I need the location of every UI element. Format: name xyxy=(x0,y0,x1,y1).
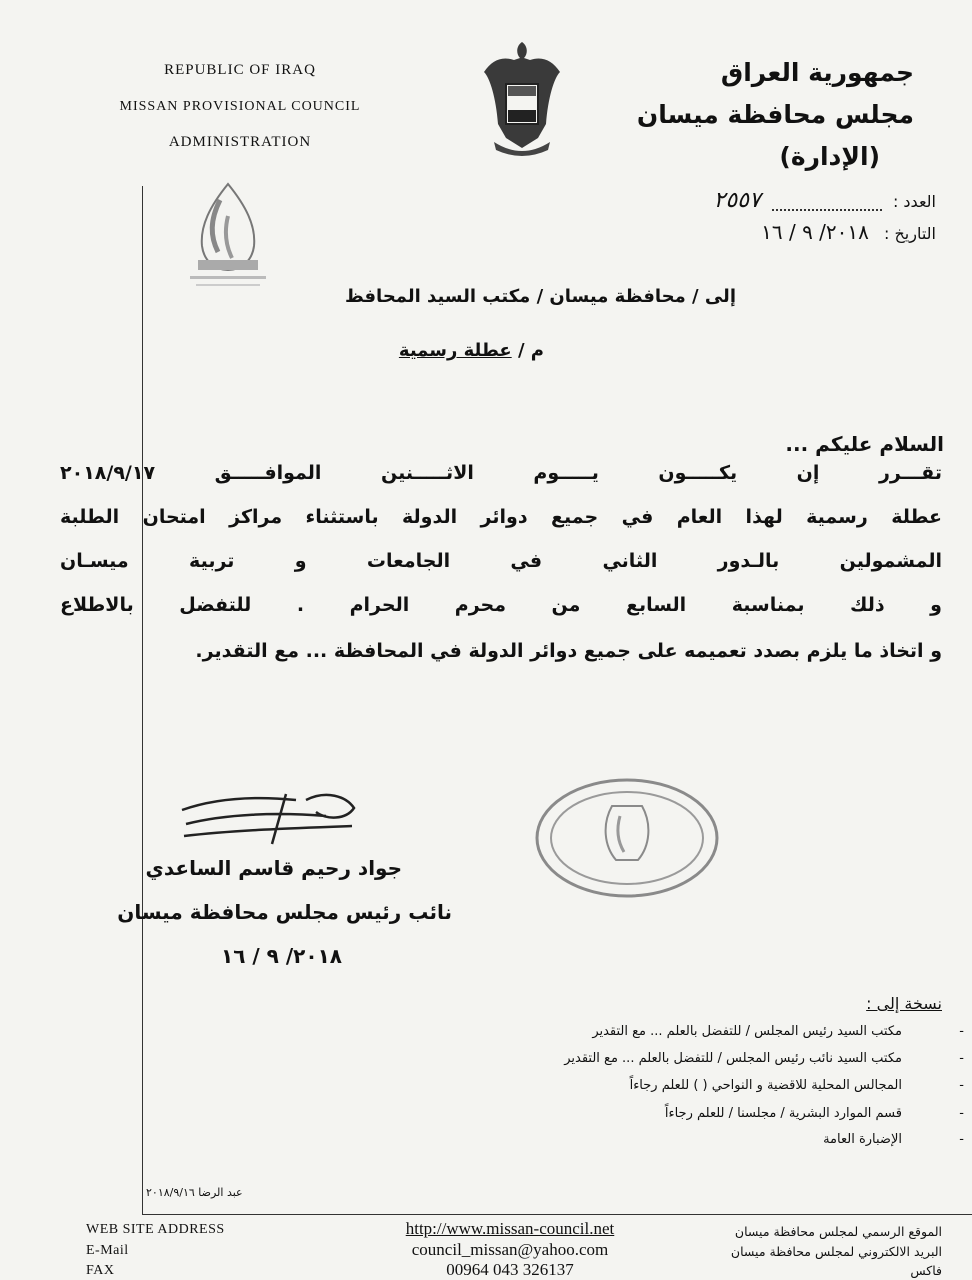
subject-line xyxy=(399,340,544,361)
reference-date xyxy=(761,220,936,244)
body-line-3: المشمولين بالـدور الثاني في الجامعات و تربية ميسـان xyxy=(60,550,942,572)
header-ar-country: جمهورية العراق xyxy=(720,58,914,87)
iraq-eagle-emblem-icon xyxy=(476,38,568,156)
copy-item: الإضبارة العامة - xyxy=(472,1132,902,1147)
copy-item: مكتب السيد نائب رئيس المجلس / للتفضل بالعلم ... مع التقدير - xyxy=(472,1051,902,1066)
date-label: التاريخ : xyxy=(883,224,936,243)
header-en-country: REPUBLIC OF IRAQ xyxy=(164,62,316,78)
council-logo-icon xyxy=(180,176,276,292)
footer-ar-fax: فاكس xyxy=(910,1263,942,1278)
number-value: ٢٥٥٧ xyxy=(713,188,761,213)
copy-item: قسم الموارد البشرية / مجلسنا / للعلم رجاءاً - xyxy=(472,1106,902,1121)
footer-ar-email: البريد الالكتروني لمجلس محافظة ميسان xyxy=(730,1244,942,1259)
greeting: السلام عليكم ... xyxy=(785,432,944,456)
signer-date: ٢٠١٨/ ٩ / ١٦ xyxy=(221,944,342,968)
reference-number xyxy=(714,188,937,213)
header-en-council: MISSAN PROVISIONAL COUNCIL xyxy=(119,99,361,114)
council-round-stamp-icon xyxy=(532,776,722,900)
footer-fax-number: 00964 043 326137 xyxy=(446,1260,574,1279)
signer-name: جواد رحيم قاسم الساعدي xyxy=(145,856,402,880)
body-line-5: و اتخاذ ما يلزم بصدد تعميمه على جميع دوائر الدولة في المحافظة ... مع التقدير. xyxy=(195,640,942,662)
copy-item: المجالس المحلية للاقضية و النواحي ( ) للعلم رجاءاً - xyxy=(472,1078,902,1093)
footer-ar-web: الموقع الرسمي لمجلس محافظة ميسان xyxy=(734,1224,942,1239)
frame-bottom-border xyxy=(142,1214,972,1215)
copies-heading: نسخة إلى : xyxy=(866,994,942,1013)
copy-item: مكتب السيد رئيس المجلس / للتفضل بالعلم ... مع التقدير - xyxy=(472,1024,902,1039)
footer-en-fax: FAX xyxy=(86,1263,115,1278)
body-line-2: عطلة رسمية لهذا العام في جميع دوائر الدولة باستثناء مراكز امتحان الطلبة xyxy=(60,506,942,528)
frame-left-border xyxy=(142,186,143,1214)
footer-en-web: WEB SITE ADDRESS xyxy=(86,1222,225,1237)
body-line-1: تقـــرر إن يكـــــون يـــــوم الاثـــــنين الموافـــــق ٢٠١٨/٩/١٧ xyxy=(60,462,942,484)
body-line-4: و ذلك بمناسبة السابع من محرم الحرام . للتفضل بالاطلاع xyxy=(60,594,942,616)
footer-email-link[interactable]: council_missan@yahoo.com xyxy=(411,1240,609,1259)
header-ar-council: مجلس محافظة ميسان xyxy=(636,100,914,129)
header-en-admin: ADMINISTRATION xyxy=(168,134,312,150)
subject-prefix: م / xyxy=(517,340,544,361)
number-label: العدد : xyxy=(892,192,936,211)
footer-en-email: E-Mail xyxy=(86,1243,129,1258)
recipient-line: إلى / محافظة ميسان / مكتب السيد المحافظ xyxy=(345,286,736,307)
handwritten-signature-icon xyxy=(176,790,366,850)
header-ar-admin: (الإدارة) xyxy=(779,142,880,171)
typist-note: عبد الرضا ٢٠١٨/٩/١٦ xyxy=(146,1186,243,1199)
date-value: ٢٠١٨/ ٩ / ١٦ xyxy=(761,220,869,244)
footer-url-link[interactable]: http://www.missan-council.net xyxy=(405,1219,615,1238)
number-dots xyxy=(772,195,882,211)
subject-text: عطلة رسمية xyxy=(398,340,512,361)
signer-title: نائب رئيس مجلس محافظة ميسان xyxy=(117,900,452,924)
